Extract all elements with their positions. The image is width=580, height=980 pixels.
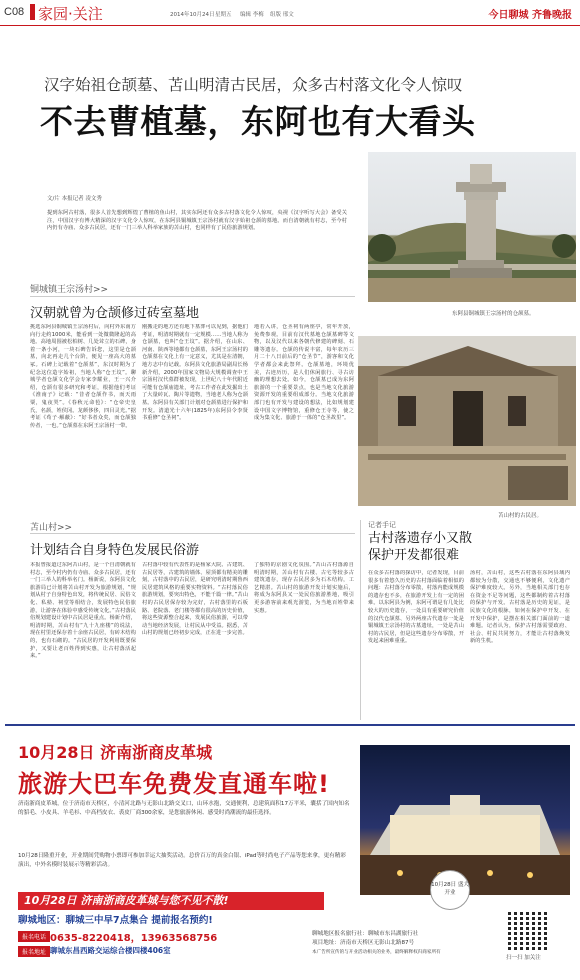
section1-column-3: 地若入讲，仓圣祠有两座亭，常年开放，免费参观。目前有汉代墓地仓颉墓碑等文物，以及汉代以来各朝代修建的碑刻、石雕等遗存。仓颉的传说丰富，每年农历三月二十八日前后的“仓圣节”，游客和文化学者都会来此祭拜。仓颉墓地，环境优美，古迹历历，是人们休闲旅行、寻古访幽的理想去处。如今，仓颉墓已成为东阿旅游的一个重要景点，也是当地文化旅游资源开发的重要组成部分。当地文化旅游部门也有开发与建设的想法，比如规划建设中国文字博物馆，重修仓王寺等，使之成为集文化、旅游于一体的“仓圣故里”。 bbox=[254, 324, 354, 422]
ad-paragraph-1: 济南浙商皮革城，位于济南市天桥区，小清河北路与无影山北路交叉口，山环水抱，交通便利，总建筑面积17万平米，囊括了国内知名的貂毛、小皮具、羊毛衫、中高档皮衣、裘皮厂商300余家，是您旅游休闲、感受时尚潮流的最佳选择。 bbox=[18, 801, 350, 816]
section1-column-1: 挑选东阿县铜城镇王宗汤村后，向村外东南方向行走约1000米，能看到一处微微隆起的高地。高地周围被松柏树、几处耸立的石碑，身着一条小河，一块石碑告诉您，这里是仓颉墓，向北再走几个台阶，便见一座高大的墓冢。石碑上记载着“仓颉墓”，东汉时期为了纪念这位造字始祖，当地人称“仓王坟”。聊城学者仓颉文化学会专家李耀业，王一兴介绍，仓颉有很多研究和考证，根据他们考证《淮南子》记载：“昔者仓颉作书，而天雨粟，鬼夜哭”。《春秋元命苞》：“仓帝史皇氏，名颉，姓侯冈。龙颜侈侈，四目灵光。”据考证《荀子·解蔽》：“好书者众矣，而仓颉独传者，一也。”仓颉墓在东阿王宗汤村一带。 bbox=[30, 324, 136, 429]
monument-illustration bbox=[368, 152, 576, 302]
ad-organizer: 聊城地区报名旅行社：聊城市东昌湖旅行社 bbox=[312, 931, 419, 937]
commentary-label: 记者手记 bbox=[368, 521, 396, 529]
section-label-tongcheng: 铜城镇王宗汤村>> bbox=[30, 285, 109, 295]
photo-caption-dwellings: 苫山村的古民居。 bbox=[498, 513, 543, 519]
section-title: 家园·关注 bbox=[38, 5, 103, 23]
byline: 文/片 本报记者 凌文秀 bbox=[47, 196, 102, 202]
section2-column-3: 了独特的京剧文化氛围。”苫山古村落源自明清时期，苫山村有古楼、古宅等较多古建筑遗存，现存古民居多为石木结构，工艺精湛。苫山村的旅游开发计划实施后，将成为东阿县又一处民俗旅游胜地，吸引更多游客前来观光游览，为当地百姓带来实惠。 bbox=[254, 562, 354, 614]
page-number: C08 bbox=[4, 6, 25, 18]
column-divider bbox=[360, 520, 361, 720]
ad-phone-numbers: 0635-8220418，13963568756 bbox=[50, 933, 218, 944]
ad-date-line: 10月28日 济南浙商皮革城 bbox=[18, 743, 213, 762]
address-label-badge: 报名地址 bbox=[18, 946, 50, 957]
building-illustration bbox=[360, 745, 570, 895]
subhead-han-tomb: 汉朝就曾为仓颉修过砖室墓地 bbox=[30, 306, 200, 321]
section-divider bbox=[30, 533, 355, 534]
qr-caption: 扫一扫 加关注 bbox=[506, 955, 541, 961]
phone-label-badge: 报名电话 bbox=[18, 931, 50, 942]
kicker-headline: 汉字始祖仓颉墓、苫山明清古民居，众多古村落文化令人惊叹 bbox=[44, 76, 463, 94]
designer-credit: 组版 邢文 bbox=[270, 12, 294, 18]
opening-badge: 10月28日 盛大开业 bbox=[430, 870, 470, 910]
section-divider bbox=[30, 296, 355, 297]
dwellings-illustration bbox=[358, 336, 576, 506]
section-marker bbox=[30, 4, 35, 20]
qr-code-pattern bbox=[508, 910, 548, 950]
newspaper-logo: 今日聊城 齐鲁晚报 bbox=[488, 10, 572, 21]
ad-registration: 聊城地区：聊城三中早7点集合 提前报名预约! bbox=[18, 915, 213, 926]
old-dwellings-photo bbox=[358, 336, 576, 506]
issue-weekday: 星期五 bbox=[215, 12, 232, 18]
photo-caption-tomb: 东阿县铜城镇王宗汤村的仓颉墓。 bbox=[452, 311, 535, 317]
ad-red-banner: 10月28日 济南浙商皮革城与您不见不散! bbox=[18, 892, 324, 910]
main-headline: 不去曹植墓，东阿也有大看头 bbox=[40, 102, 476, 141]
header-rule bbox=[0, 25, 580, 26]
ad-address: 聊城东昌西路交运综合楼四楼406室 bbox=[50, 946, 171, 955]
commentary-headline: 古村落遗存小又散 保护开发都很难 bbox=[368, 531, 473, 563]
ad-title: 旅游大巴车免费发直通车啦! bbox=[18, 770, 330, 798]
section1-column-2: 刚搬走的地方还有地下墓葬可以见到，据他们考证，明清时期就有一定规模……当地人称为仓颉墓，也叫“仓王坟”。据介绍，在山东、河南、陕西等地都有仓颉墓，东阿王宗汤村的仓颉墓在文化上有一定意义，尤其是在清朝，地方志中有记载。东阿县文化旅游局副局长杨新介绍，2000年国家文物局大规模调查中王宗汤村汉代墓群被发现，上世纪八十年代附近可能有仓颉庙遗址，考古工作者在此发掘出土了大量砖瓦、陶片等遗物，当地老人称为仓颉墓。东阿县有关部门计划对仓颉墓进行保护和开发。清道光十六年(1825年)东阿县令李贤书重修“仓圣祠”。 bbox=[142, 324, 248, 422]
commentary-column-2: 汤村，苫山村，这些古村落在东阿县域内都较为分散，交通也不够便利，文化遗产保护难度较大。另外，当地相关部门也存在资金不足等问题，这些都制约着古村落的保护与开发。古村落是历史的见证，是民族文化的根脉，如何在保护中开发、在开发中保护，是摆在相关部门面前的一道难题。记者认为，保护古村落需要政府、社会、村民共同努力，才能让古村落焕发新的生机。 bbox=[470, 570, 570, 645]
subhead-folk-tourism: 计划结合自身特色发展民俗游 bbox=[30, 543, 200, 558]
section2-column-2: 古村落中较有代表性的是杨家大院、古建筑、古民居等，古建筑的墙体、屋顶都有精美的雕刻，古村落中的古民居，是研究明清时期鲁西民居建筑风格的重要实物资料。“古村落民俗旅游规划，要突出特色，不能千篇一律。”苫山村的古民居保存较为完好，古村落里的石板路、老院落、老门楼等都有很高的历史价值，将这些资源整合起来，发展民俗旅游，可以带动当地经济发展，让村民从中受益。据悉，苫山村的规划已经初步完成，正在进一步完善。 bbox=[142, 562, 248, 637]
ad-disclaimer: 本广告所宣传的与开业活动相关的业务，最终解释权归商家所有 bbox=[312, 950, 441, 955]
issue-date: 2014年10月24日 bbox=[170, 12, 215, 18]
editor-credit: 编辑 李梅 bbox=[240, 12, 264, 18]
mall-building-image bbox=[360, 745, 570, 895]
section-label-shanshan: 苫山村>> bbox=[30, 523, 73, 533]
ad-project-address: 项目地址：济南市天桥区无影山北路87号 bbox=[312, 940, 415, 946]
section2-column-1: 本报曾报道过东阿苫山村，是一个自清朝就有村志，至今村内仍有寺庙、众多古民居，还有一门三举人的科举名门。杨新说，东阿县文化旅游局已计划将苫山村开发为旅游规划，“规划从村子自身特色出发，将传统民居、民俗文化、私塾、祠堂等相结合，发展特色民俗旅游，让游客在体验中感受传统文化。”古村落民俗规划建设计划中古民居是重点。杨新介绍，明清时期，苫山村有“九十九座楼”的说法，现在村里还保存着十余座古民居，有砖木结构的，也有石砌的。“古民居的开发利用既要保护，又要让老百姓得到实惠，让古村落活起来。” bbox=[30, 562, 136, 660]
commentary-column-1: 在众多古村落的探访中，记者发现，目前很多有着悠久历史的古村落面临着相似的问题：古村落分布零散，村落内能成规模的遗存也不多，在旅游开发上有一定的困难。以东阿县为例，东阿可谓是有几处比较大的历史遗存，一处具有重要研究价值的汉代仓颉墓、另外两座古代遗存一处是铜城镇王宗汤村的古墓遗址，一处是苫山村的古民居，但是这些遗存分布零散，开发起来困难重重。 bbox=[368, 570, 464, 645]
tomb-monument-photo bbox=[368, 152, 576, 302]
ad-paragraph-2: 10月28日隆重开业，开业期间凭购物小票即可参加幸运大抽奖活动。总价百万的真金白银、iPad等时尚电子产品等您来拿，更有精彩演出，中外名模时装展示等精彩活动。 bbox=[18, 853, 346, 868]
lead-paragraph: 提到东阿古村落，很多人首先想到辉煌了曹植的鱼山村，其实东阿还有众多古村落文化令人惊叹，央视《汉字听写大会》备受关注，中国汉字有博大精深的汉字文化令人惊叹，在东阿县铜城镇王宗汤村就有汉字始祖仓颉的墓地。而自清朝就有村志，至今村内仍有寺庙、众多古民居，还有一门三举人科举家族的苫山村，也同样有了民俗旅游规划。 bbox=[47, 210, 347, 232]
